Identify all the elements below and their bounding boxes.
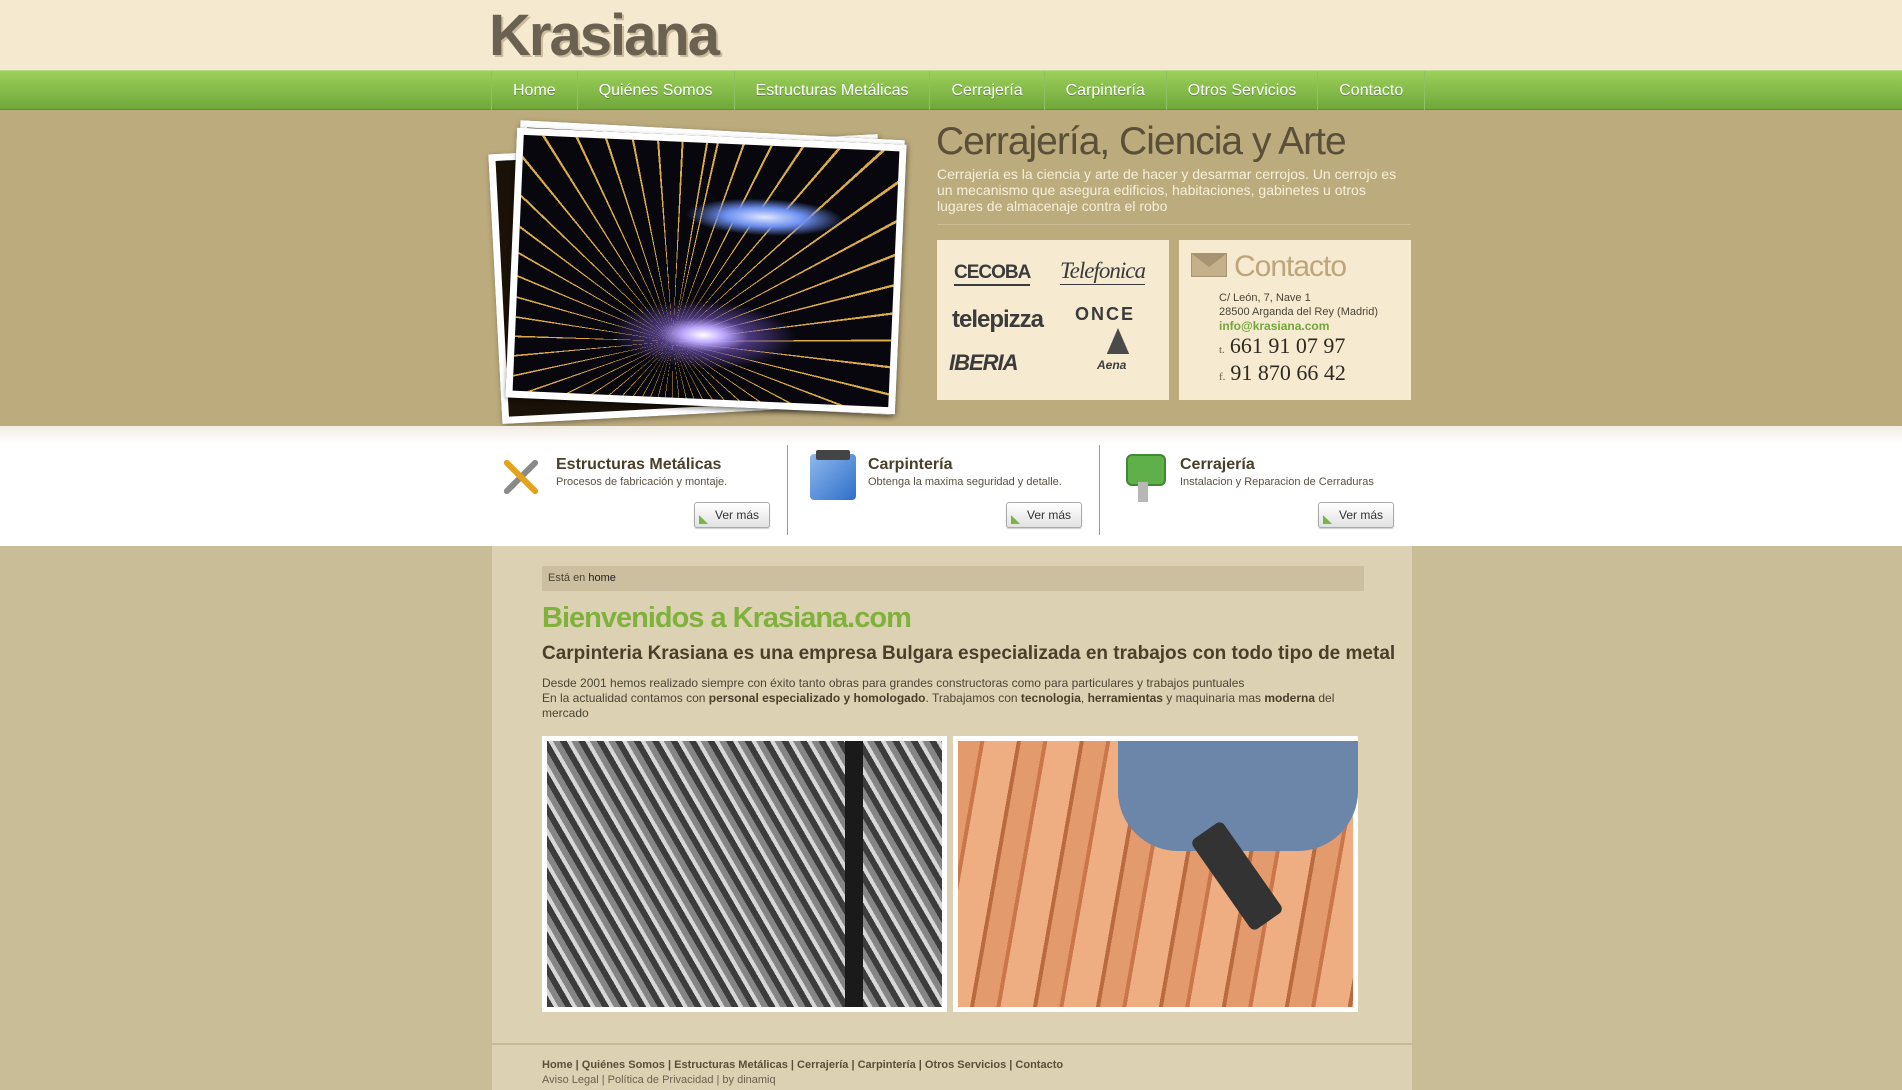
- address-line: C/ León, 7, Nave 1: [1219, 292, 1311, 304]
- service-estructuras: [494, 446, 806, 536]
- banner-title: Cerrajería, Ciencia y Arte: [936, 120, 1346, 163]
- breadcrumb-current[interactable]: home: [588, 572, 616, 584]
- hammer-icon: [810, 454, 856, 500]
- text-span: . Trabajamos con: [925, 691, 1021, 705]
- service-title[interactable]: Estructuras Metálicas: [556, 456, 722, 473]
- footer-link-estructuras[interactable]: Estructuras Metálicas: [674, 1059, 788, 1071]
- nav-otros-servicios[interactable]: Otros Servicios: [1167, 71, 1318, 111]
- phone-value: 661 91 07 97: [1229, 333, 1346, 358]
- ver-mas-button[interactable]: Ver más: [1318, 502, 1394, 528]
- footer-link-otros-servicios[interactable]: Otros Servicios: [924, 1059, 1007, 1071]
- intro-line: [542, 691, 1364, 721]
- fax-number: [1219, 360, 1346, 386]
- footer-link-home[interactable]: Home: [542, 1059, 573, 1071]
- divider: [937, 224, 1411, 225]
- footer-link-carpinteria[interactable]: Carpintería: [857, 1059, 916, 1071]
- nav-carpinteria[interactable]: Carpintería: [1045, 71, 1167, 111]
- breadcrumb-prefix: Está en: [548, 572, 589, 584]
- welding-photo-stack: [495, 122, 915, 422]
- client-logo-telefonica: Telefonica: [1060, 258, 1145, 283]
- service-cerrajeria: [1118, 446, 1430, 536]
- privacy-link[interactable]: Política de Privacidad: [607, 1074, 714, 1086]
- fax-prefix: f.: [1219, 371, 1226, 383]
- nav-contacto[interactable]: Contacto: [1318, 71, 1425, 111]
- intro-line: Desde 2001 hemos realizado siempre con éxito tanto obras para grandes constructoras como para particulares y trabajos puntuales: [542, 676, 1245, 690]
- service-carpinteria: [806, 446, 1118, 536]
- footer-legal: Aviso Legal | Política de Privacidad | by dinamiq: [542, 1074, 776, 1086]
- intro-text: [542, 676, 1364, 721]
- nav-estructuras-metalicas[interactable]: Estructuras Metálicas: [735, 71, 931, 111]
- main-content: [492, 546, 1412, 1090]
- envelope-icon: [1191, 253, 1227, 277]
- aena-icon: [1107, 328, 1129, 354]
- contact-title: Contacto: [1234, 250, 1347, 283]
- carpentry-photo: [953, 736, 1358, 1012]
- page-subtitle: Carpinteria Krasiana es una empresa Bulgara especializada en trabajos con todo tipo de metal: [542, 643, 1396, 664]
- fax-value: 91 870 66 42: [1230, 360, 1346, 385]
- service-description: Obtenga la maxima seguridad y detalle.: [868, 476, 1062, 488]
- service-title[interactable]: Cerrajería: [1180, 456, 1255, 473]
- bold-text: tecnologia: [1020, 691, 1081, 705]
- banner-description: Cerrajería es la ciencia y arte de hacer y desarmar cerrojos. Un cerrojo es un mecanismo que asegura edificios, habitaciones, gabinetes u otros lugares de almacenaje contra el robo: [937, 166, 1397, 214]
- ver-mas-button[interactable]: Ver más: [1006, 502, 1082, 528]
- text-span: del mercado: [542, 691, 1335, 720]
- site-footer: [492, 1043, 1412, 1090]
- client-logo-cecoba: CECOBA: [954, 262, 1030, 286]
- key-icon: [1122, 454, 1168, 500]
- ver-mas-button[interactable]: Ver más: [694, 502, 770, 528]
- bold-text: herramientas: [1087, 691, 1163, 705]
- divider: [787, 445, 788, 535]
- footer-link-cerrajeria[interactable]: Cerrajería: [797, 1059, 849, 1071]
- site-logo[interactable]: Krasiana: [489, 3, 719, 68]
- client-logos: [937, 240, 1169, 400]
- text-span: y maquinaria mas: [1162, 691, 1265, 705]
- main-nav: [0, 70, 1902, 110]
- text-span: En la actualidad contamos con: [542, 691, 709, 705]
- services-strip: [0, 426, 1902, 546]
- footer-link-quienes-somos[interactable]: Quiénes Somos: [581, 1059, 665, 1071]
- client-logo-telepizza: telepizza: [952, 306, 1044, 333]
- footer-link-contacto[interactable]: Contacto: [1015, 1059, 1064, 1071]
- aviso-legal-link[interactable]: Aviso Legal: [542, 1074, 599, 1086]
- welding-photo: [505, 128, 906, 415]
- credits-link[interactable]: by dinamiq: [722, 1074, 776, 1086]
- page-title: Bienvenidos a Krasiana.com: [542, 602, 911, 634]
- client-logo-iberia: IBERIA: [949, 350, 1018, 375]
- address-line: 28500 Arganda del Rey (Madrid): [1219, 306, 1378, 318]
- footer-nav: Home | Quiénes Somos | Estructuras Metálicas | Cerrajería | Carpintería | Otros Servicios | Contacto: [542, 1059, 1064, 1071]
- tools-icon: [498, 454, 544, 500]
- site-header: [0, 0, 1902, 70]
- text-span: ,: [1080, 691, 1088, 705]
- metal-grating-photo: [542, 736, 947, 1012]
- service-description: Instalacion y Reparacion de Cerraduras: [1180, 476, 1374, 488]
- nav-cerrajeria[interactable]: Cerrajería: [930, 71, 1044, 111]
- contact-box: [1179, 240, 1411, 400]
- breadcrumb: [542, 566, 1364, 591]
- bold-text: personal especializado y homologado: [708, 691, 926, 705]
- phone-number: [1219, 333, 1345, 359]
- divider: [1099, 445, 1100, 535]
- contact-email-link[interactable]: info@krasiana.com: [1219, 319, 1330, 333]
- client-logo-once: ONCE: [1075, 304, 1136, 324]
- bold-text: moderna: [1264, 691, 1316, 705]
- service-description: Procesos de fabricación y montaje.: [556, 476, 728, 488]
- nav-home[interactable]: Home: [492, 71, 578, 111]
- nav-quienes-somos[interactable]: Quiénes Somos: [578, 71, 735, 111]
- service-title[interactable]: Carpintería: [868, 456, 953, 473]
- phone-prefix: t.: [1219, 344, 1225, 356]
- client-logo-aena: Aena: [1097, 358, 1127, 372]
